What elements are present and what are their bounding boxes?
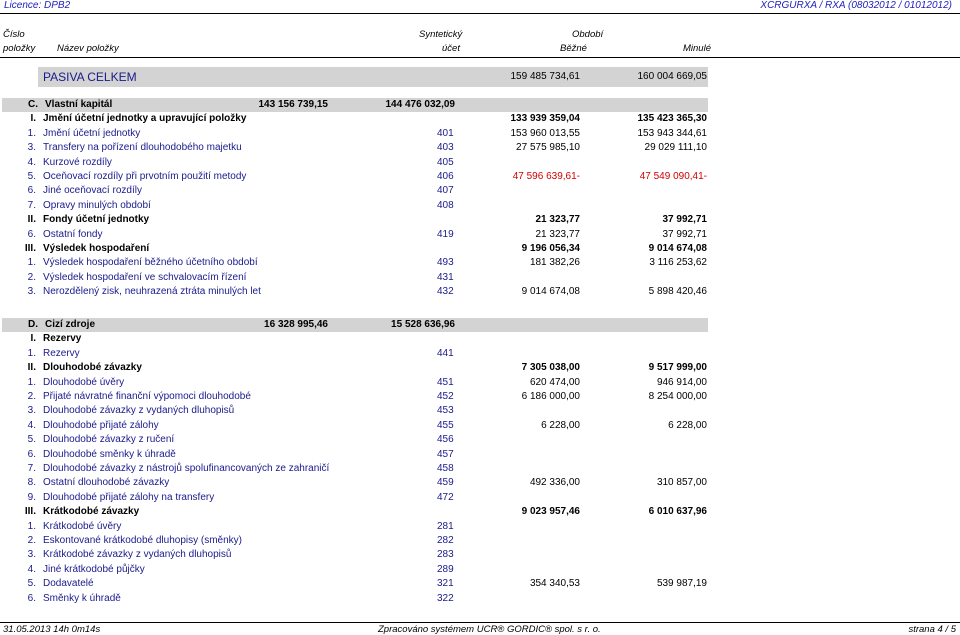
row-name: Jmění účetní jednotky a upravující položky	[43, 113, 247, 125]
row-name: Výsledek hospodaření běžného účetního období	[43, 257, 258, 269]
row-name: Dodavatelé	[43, 578, 94, 590]
row-number: 1.	[27, 347, 36, 359]
row-account: 431	[437, 271, 454, 283]
row-name: Výsledek hospodaření ve schvalovacím řízení	[43, 271, 247, 283]
license-label: Licence: DPB2	[4, 0, 71, 11]
row-previous: 8 254 000,00	[648, 391, 707, 402]
row-name: Dlouhodobé úvěry	[43, 376, 125, 388]
footer-datetime: 31.05.2013 14h 0m14s	[3, 624, 101, 635]
col-header-bezne: Běžné	[560, 43, 587, 54]
row-account: 401	[437, 127, 454, 139]
row-number: 9.	[27, 491, 36, 503]
row-number: 5.	[27, 171, 36, 182]
row-account: 458	[437, 463, 454, 474]
row-name: Dlouhodobé závazky z vydaných dluhopisů	[43, 405, 235, 417]
col-header-obdobi: Období	[572, 29, 604, 40]
row-account: 453	[437, 405, 454, 417]
row-previous: 946 914,00	[656, 376, 707, 388]
row-previous: 6 010 637,96	[648, 506, 707, 518]
row-number: III.	[24, 243, 36, 254]
table-row	[0, 592, 960, 606]
table-row	[0, 419, 960, 433]
table-row	[0, 199, 960, 213]
table-row	[0, 228, 960, 242]
row-previous: 5 898 420,46	[648, 286, 707, 298]
row-current: 21 323,77	[535, 214, 580, 226]
row-number: 2.	[27, 271, 36, 283]
row-current: 27 575 985,10	[516, 142, 580, 154]
row-account: 322	[437, 592, 454, 604]
row-account: 456	[437, 434, 454, 446]
row-name: Ostatní fondy	[43, 228, 103, 240]
row-account: 403	[437, 142, 454, 154]
row-previous: 9 014 674,08	[648, 243, 707, 254]
row-account: 493	[437, 257, 454, 269]
row-number: 6.	[27, 448, 36, 460]
report-id: XCRGURXA / RXA (08032012 / 01012012)	[760, 0, 952, 11]
row-account: 457	[437, 448, 454, 460]
row-previous: 9 517 999,00	[648, 362, 707, 374]
table-row	[0, 404, 960, 418]
row-current: 21 323,77	[535, 228, 580, 240]
row-name: Výsledek hospodaření	[43, 243, 150, 254]
row-previous: 37 992,71	[662, 228, 707, 240]
table-row	[0, 577, 960, 591]
row-name: Jmění účetní jednotky	[43, 127, 141, 139]
row-account: 455	[437, 419, 454, 431]
row-previous: 153 943 344,61	[637, 127, 707, 139]
row-account: 408	[437, 199, 454, 211]
row-number: D.	[28, 319, 38, 330]
row-number: I.	[30, 113, 36, 125]
subsection-row	[0, 242, 960, 256]
row-number: 1.	[27, 520, 36, 532]
row-number: 6.	[27, 228, 36, 240]
row-current: 6 186 000,00	[521, 391, 580, 402]
row-number: 4.	[27, 563, 36, 575]
header-rule	[0, 57, 960, 58]
row-name: Jiné oceňovací rozdíly	[43, 185, 142, 197]
row-previous: 135 423 365,30	[637, 113, 707, 125]
row-number: 7.	[27, 199, 36, 211]
row-name: Rezervy	[43, 347, 80, 359]
row-previous: 539 987,19	[656, 578, 707, 590]
section-row	[2, 318, 708, 332]
table-row	[0, 462, 960, 476]
col-header-synteticky: Syntetický	[419, 29, 463, 40]
row-name: Dlouhodobé směnky k úhradě	[43, 448, 176, 460]
row-account: 451	[437, 376, 454, 388]
table-row	[0, 347, 960, 361]
table-row	[0, 520, 960, 534]
col-header-ucet: účet	[442, 43, 460, 54]
table-row	[0, 433, 960, 447]
row-name: Dlouhodobé přijaté zálohy	[43, 419, 159, 431]
row-number: II.	[27, 362, 36, 374]
total-label: PASIVA CELKEM	[43, 70, 137, 84]
top-rule	[0, 13, 960, 14]
total-current: 159 485 734,61	[510, 71, 580, 82]
row-name: Kurzové rozdíly	[43, 156, 112, 168]
row-account: 321	[437, 578, 454, 590]
row-account: 441	[437, 347, 454, 359]
total-previous: 160 004 669,05	[637, 71, 707, 82]
row-number: 2.	[27, 535, 36, 546]
table-row	[0, 170, 960, 184]
row-name: Dlouhodobé závazky z ručení	[43, 434, 175, 446]
row-previous: 310 857,00	[656, 477, 707, 489]
row-number: II.	[27, 214, 36, 226]
subsection-row	[0, 112, 960, 126]
row-name: Transfery na pořízení dlouhodobého majetku	[43, 142, 242, 154]
report-topbar	[0, 0, 960, 12]
row-number: 3.	[27, 405, 36, 417]
row-current: 181 382,26	[529, 257, 580, 269]
row-current: 620 474,00	[529, 376, 580, 388]
row-previous: 6 228,00	[668, 419, 707, 431]
row-account: 452	[437, 391, 454, 402]
subsection-row	[0, 505, 960, 519]
row-current: 47 596 639,61-	[512, 171, 580, 182]
row-current: 9 014 674,08	[521, 286, 580, 298]
col-header-cislo: Číslo	[3, 29, 25, 40]
table-row	[0, 127, 960, 141]
row-number: 1.	[27, 127, 36, 139]
table-row	[0, 476, 960, 490]
row-account: 432	[437, 286, 454, 298]
row-name: Rezervy	[43, 333, 82, 345]
col-header-nazev: Název položky	[57, 43, 119, 54]
row-account: 419	[437, 228, 454, 240]
row-number: 8.	[27, 477, 36, 489]
row-number: III.	[24, 506, 36, 518]
total-band	[38, 67, 708, 87]
row-previous: 29 029 111,10	[644, 142, 707, 154]
row-number: I.	[30, 333, 36, 345]
table-row	[0, 390, 960, 404]
table-row	[0, 156, 960, 170]
row-current: 354 340,53	[529, 578, 580, 590]
table-row	[0, 271, 960, 285]
row-name: Oceňovací rozdíly při prvotním použití metody	[43, 171, 247, 182]
row-account: 472	[437, 491, 454, 503]
table-row	[0, 491, 960, 505]
footer-system: Zpracováno systémem UCR® GORDIC® spol. s r. o.	[378, 624, 601, 635]
row-current: 6 228,00	[541, 419, 580, 431]
col-header-polozky: položky	[3, 43, 36, 54]
table-row	[0, 256, 960, 270]
row-account: 459	[437, 477, 454, 489]
subsection-row	[0, 213, 960, 227]
row-name: Vlastní kapitál	[45, 99, 113, 110]
row-current: 133 939 359,04	[510, 113, 580, 125]
row-number: 7.	[27, 463, 36, 474]
row-account: 282	[437, 535, 454, 546]
row-previous: 47 549 090,41-	[639, 171, 707, 182]
row-name: Opravy minulých období	[43, 199, 151, 211]
row-account: 281	[437, 520, 454, 532]
row-number: 1.	[27, 376, 36, 388]
row-number: 6.	[27, 185, 36, 197]
report-footer	[0, 624, 960, 635]
row-name: Přijaté návratné finanční výpomoci dlouhodobé	[43, 391, 251, 402]
row-account: 405	[437, 156, 454, 168]
col-header-minule: Minulé	[683, 43, 711, 54]
table-row	[0, 563, 960, 577]
row-current: 9 023 957,46	[521, 506, 580, 518]
footer-rule	[0, 622, 960, 623]
table-row	[0, 184, 960, 198]
row-number: 3.	[27, 549, 36, 561]
table-row	[0, 534, 960, 548]
row-name: Krátkodobé úvěry	[43, 520, 122, 532]
row-name: Dlouhodobé přijaté zálohy na transfery	[43, 491, 215, 503]
subsection-row	[0, 332, 960, 346]
row-number: 6.	[27, 592, 36, 604]
row-name: Směnky k úhradě	[43, 592, 121, 604]
row-account: 289	[437, 563, 454, 575]
table-row	[0, 548, 960, 562]
table-row	[0, 285, 960, 299]
row-name: Ostatní dlouhodobé závazky	[43, 477, 170, 489]
row-current: 7 305 038,00	[521, 362, 580, 374]
row-previous: 3 116 253,62	[649, 257, 707, 269]
row-account: 406	[437, 171, 454, 182]
row-account: 407	[437, 185, 454, 197]
row-number: 4.	[27, 156, 36, 168]
row-name: Nerozdělený zisk, neuhrazená ztráta minulých let	[43, 286, 261, 298]
row-previous: 37 992,71	[662, 214, 707, 226]
row-previous: 15 528 636,96	[391, 319, 455, 330]
row-account: 283	[437, 549, 454, 561]
row-current: 153 960 013,55	[510, 127, 580, 139]
row-name: Eskontované krátkodobé dluhopisy (směnky)	[43, 535, 242, 546]
subsection-row	[0, 361, 960, 375]
row-number: 5.	[27, 578, 36, 590]
row-name: Cizí zdroje	[45, 319, 96, 330]
row-number: 3.	[27, 286, 36, 298]
table-row	[0, 376, 960, 390]
row-name: Jiné krátkodobé půjčky	[43, 563, 145, 575]
row-number: 1.	[27, 257, 36, 269]
row-number: 4.	[27, 419, 36, 431]
row-name: Krátkodobé závazky	[43, 506, 140, 518]
row-name: Dlouhodobé závazky z nástrojů spolufinancovaných ze zahraničí	[43, 463, 330, 474]
row-number: 3.	[27, 142, 36, 154]
footer-page: strana 4 / 5	[908, 624, 956, 635]
row-current: 9 196 056,34	[521, 243, 580, 254]
row-number: C.	[28, 99, 38, 110]
section-row	[2, 98, 708, 112]
row-current: 143 156 739,15	[258, 99, 328, 110]
table-row	[0, 448, 960, 462]
row-name: Krátkodobé závazky z vydaných dluhopisů	[43, 549, 232, 561]
row-number: 5.	[27, 434, 36, 446]
table-row	[0, 141, 960, 155]
row-previous: 144 476 032,09	[385, 99, 455, 110]
row-current: 16 328 995,46	[264, 319, 328, 330]
row-name: Fondy účetní jednotky	[43, 214, 150, 226]
row-name: Dlouhodobé závazky	[43, 362, 142, 374]
row-current: 492 336,00	[529, 477, 580, 489]
row-number: 2.	[27, 391, 36, 402]
